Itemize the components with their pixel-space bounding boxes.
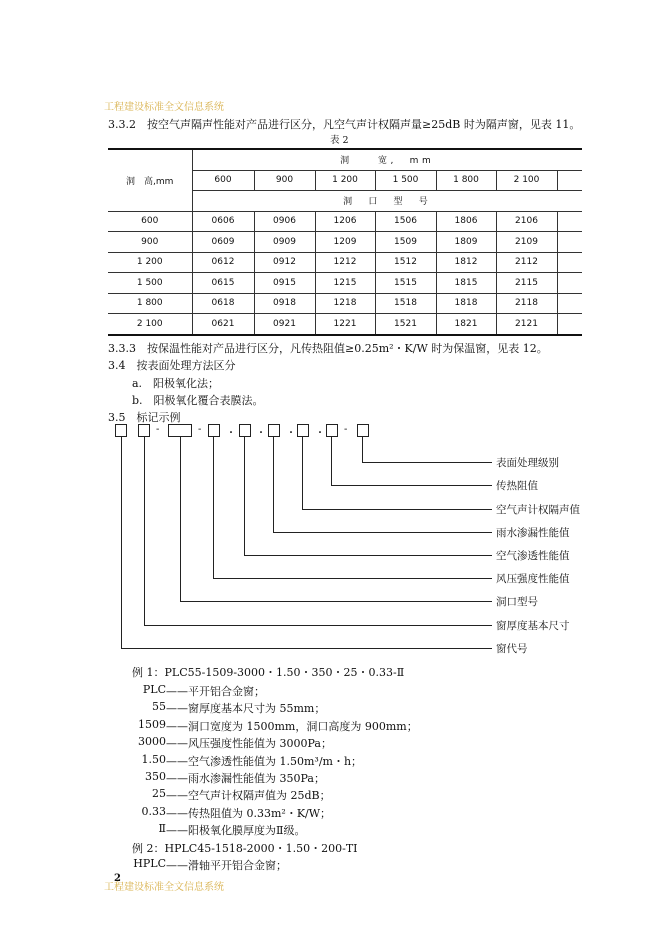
separator: ・ xyxy=(256,428,266,439)
item-b: b. 阳极氧化覆合表膜法。 xyxy=(132,394,264,407)
section-3-4: 3.4 按表面处理方法区分 xyxy=(108,359,236,372)
leader-line xyxy=(121,437,122,649)
example-desc: ——阳极氧化膜厚度为Ⅱ级。 xyxy=(166,824,306,837)
separator: ・ xyxy=(226,428,236,439)
leader-line xyxy=(331,437,332,486)
example-2-title: 例 2：HPLC45-1518-2000・1.50・200-TⅠ xyxy=(132,842,358,855)
height-cell: 1 800 xyxy=(108,293,192,314)
section-3-3-2: 3.3.2 按空气声隔声性能对产品进行区分，凡空气声计权隔声量≥25dB 时为隔声窗，见表 11。 xyxy=(108,118,581,131)
table-row xyxy=(108,232,582,253)
separator: - xyxy=(198,424,202,435)
model-cell: 1815 xyxy=(436,273,496,294)
table-row xyxy=(108,252,582,273)
separator: - xyxy=(344,424,348,435)
box-rain-leakage xyxy=(268,424,280,437)
watermark-top: 工程建设标准全文信息系统 xyxy=(104,102,224,113)
table-row xyxy=(108,211,582,232)
model-cell: 0609 xyxy=(192,232,254,253)
model-cell: 1218 xyxy=(315,293,375,314)
model-cell: 1809 xyxy=(436,232,496,253)
model-cell xyxy=(557,314,582,335)
example-code: 3000 xyxy=(138,735,166,748)
model-cell: 0909 xyxy=(254,232,315,253)
example-code: Ⅱ xyxy=(158,822,166,835)
example-desc: ——传热阻值为 0.33m²・K/W； xyxy=(166,807,332,820)
model-cell: 1212 xyxy=(315,252,375,273)
leader-line xyxy=(244,555,492,556)
example-code: PLC xyxy=(142,683,166,696)
height-cell: 600 xyxy=(108,211,192,232)
width-cell: 600 xyxy=(192,170,254,191)
separator: ・ xyxy=(315,428,325,439)
height-cell: 1 200 xyxy=(108,252,192,273)
model-cell: 1518 xyxy=(375,293,436,314)
model-cell: 1806 xyxy=(436,211,496,232)
example-code: 350 xyxy=(145,770,166,783)
separator: ・ xyxy=(286,428,296,439)
height-cell: 900 xyxy=(108,232,192,253)
model-cell: 0618 xyxy=(192,293,254,314)
box-wind-pressure xyxy=(208,424,220,437)
example-code: 1509 xyxy=(138,718,166,731)
model-cell: 1215 xyxy=(315,273,375,294)
example-code: 55 xyxy=(152,700,166,713)
leader-line xyxy=(302,509,492,510)
model-cell xyxy=(557,293,582,314)
example-code: HPLC xyxy=(133,857,166,870)
row-header: 洞 高,mm xyxy=(108,149,192,211)
label-surface-grade: 表面处理级别 xyxy=(496,457,559,469)
model-cell: 1506 xyxy=(375,211,436,232)
box-thermal-resistance xyxy=(326,424,338,437)
label-sound-insulation: 空气声计权隔声值 xyxy=(496,504,580,516)
leader-line xyxy=(302,437,303,510)
leader-line xyxy=(362,462,492,463)
example-code: 0.33 xyxy=(141,805,166,818)
width-header: 洞 宽, mm xyxy=(192,149,582,170)
model-cell: 0912 xyxy=(254,252,315,273)
width-cell: 1 200 xyxy=(315,170,375,191)
example-desc: ——空气渗透性能值为 1.50m³/m・h； xyxy=(166,755,363,768)
box-thickness xyxy=(138,424,150,437)
model-cell: 2118 xyxy=(496,293,557,314)
box-surface-grade xyxy=(357,424,369,437)
width-cell: 1 500 xyxy=(375,170,436,191)
example-code: 1.50 xyxy=(141,753,166,766)
example-desc: ——雨水渗漏性能值为 350Pa； xyxy=(166,772,325,785)
leader-line xyxy=(273,532,492,533)
table-row xyxy=(108,273,582,294)
model-cell: 2106 xyxy=(496,211,557,232)
separator: - xyxy=(156,424,160,435)
label-rain-leakage: 雨水渗漏性能值 xyxy=(496,527,570,539)
example-desc: ——空气声计权隔声值为 25dB； xyxy=(166,789,331,802)
leader-line xyxy=(362,437,363,463)
leader-line xyxy=(213,437,214,579)
model-cell: 0612 xyxy=(192,252,254,273)
box-air-permeability xyxy=(239,424,251,437)
height-cell: 1 500 xyxy=(108,273,192,294)
example-desc: ——滑轴平开铝合金窗； xyxy=(166,859,287,872)
model-cell: 0606 xyxy=(192,211,254,232)
table-row xyxy=(108,293,582,314)
model-cell: 1206 xyxy=(315,211,375,232)
table-caption: 表 2 xyxy=(330,135,349,146)
height-cell: 2 100 xyxy=(108,314,192,335)
leader-line xyxy=(273,437,274,533)
section-3-5: 3.5 标记示例 xyxy=(108,411,181,424)
model-cell: 0621 xyxy=(192,314,254,335)
example-desc: ——洞口宽度为 1500mm，洞口高度为 900mm； xyxy=(166,720,418,733)
label-opening-model: 洞口型号 xyxy=(496,596,538,608)
model-cell: 2115 xyxy=(496,273,557,294)
width-cell: 900 xyxy=(254,170,315,191)
example-desc: ——窗厚度基本尺寸为 55mm； xyxy=(166,702,326,715)
table-2 xyxy=(108,148,582,336)
model-cell xyxy=(557,252,582,273)
leader-line xyxy=(144,437,145,626)
label-wind-pressure: 风压强度性能值 xyxy=(496,573,570,585)
width-cell: 2 100 xyxy=(496,170,557,191)
model-cell xyxy=(557,232,582,253)
leader-line xyxy=(144,625,492,626)
example-1-title: 例 1：PLC55-1509-3000・1.50・350・25・0.33-Ⅱ xyxy=(132,666,405,679)
model-cell: 1515 xyxy=(375,273,436,294)
leader-line xyxy=(244,437,245,556)
model-cell xyxy=(557,273,582,294)
leader-line xyxy=(331,485,492,486)
model-cell: 1509 xyxy=(375,232,436,253)
label-air-permeability: 空气渗透性能值 xyxy=(496,550,570,562)
box-window-code xyxy=(115,424,127,437)
model-cell: 1512 xyxy=(375,252,436,273)
model-cell: 1209 xyxy=(315,232,375,253)
model-header: 洞 口 型 号 xyxy=(192,191,582,212)
label-thermal-resistance: 传热阻值 xyxy=(496,480,538,492)
watermark-bottom: 工程建设标准全文信息系统 xyxy=(104,882,224,893)
label-thickness: 窗厚度基本尺寸 xyxy=(496,620,570,632)
model-cell xyxy=(557,211,582,232)
leader-line xyxy=(180,601,492,602)
width-cell: 1 800 xyxy=(436,170,496,191)
box-opening-model xyxy=(168,424,192,437)
leader-line xyxy=(213,578,492,579)
model-cell: 0906 xyxy=(254,211,315,232)
model-cell: 1521 xyxy=(375,314,436,335)
model-cell: 2109 xyxy=(496,232,557,253)
leader-line xyxy=(180,437,181,602)
model-cell: 1818 xyxy=(436,293,496,314)
model-cell: 0921 xyxy=(254,314,315,335)
page-number: 2 xyxy=(114,873,121,884)
label-window-code: 窗代号 xyxy=(496,643,528,655)
model-cell: 1812 xyxy=(436,252,496,273)
leader-line xyxy=(121,648,492,649)
item-a: a. 阳极氧化法； xyxy=(132,377,220,390)
box-sound-insulation xyxy=(297,424,309,437)
model-cell: 1821 xyxy=(436,314,496,335)
section-3-3-3: 3.3.3 按保温性能对产品进行区分，凡传热阻值≥0.25m²・K/W 时为保温窗，见表 12。 xyxy=(108,342,548,355)
model-cell: 2112 xyxy=(496,252,557,273)
example-desc: ——风压强度性能值为 3000Pa； xyxy=(166,737,332,750)
model-cell: 1221 xyxy=(315,314,375,335)
model-cell: 0915 xyxy=(254,273,315,294)
table-row xyxy=(108,314,582,335)
example-code: 25 xyxy=(152,787,166,800)
width-cell xyxy=(557,170,582,191)
model-cell: 2121 xyxy=(496,314,557,335)
model-cell: 0918 xyxy=(254,293,315,314)
example-desc: ——平开铝合金窗； xyxy=(166,685,265,698)
model-cell: 0615 xyxy=(192,273,254,294)
